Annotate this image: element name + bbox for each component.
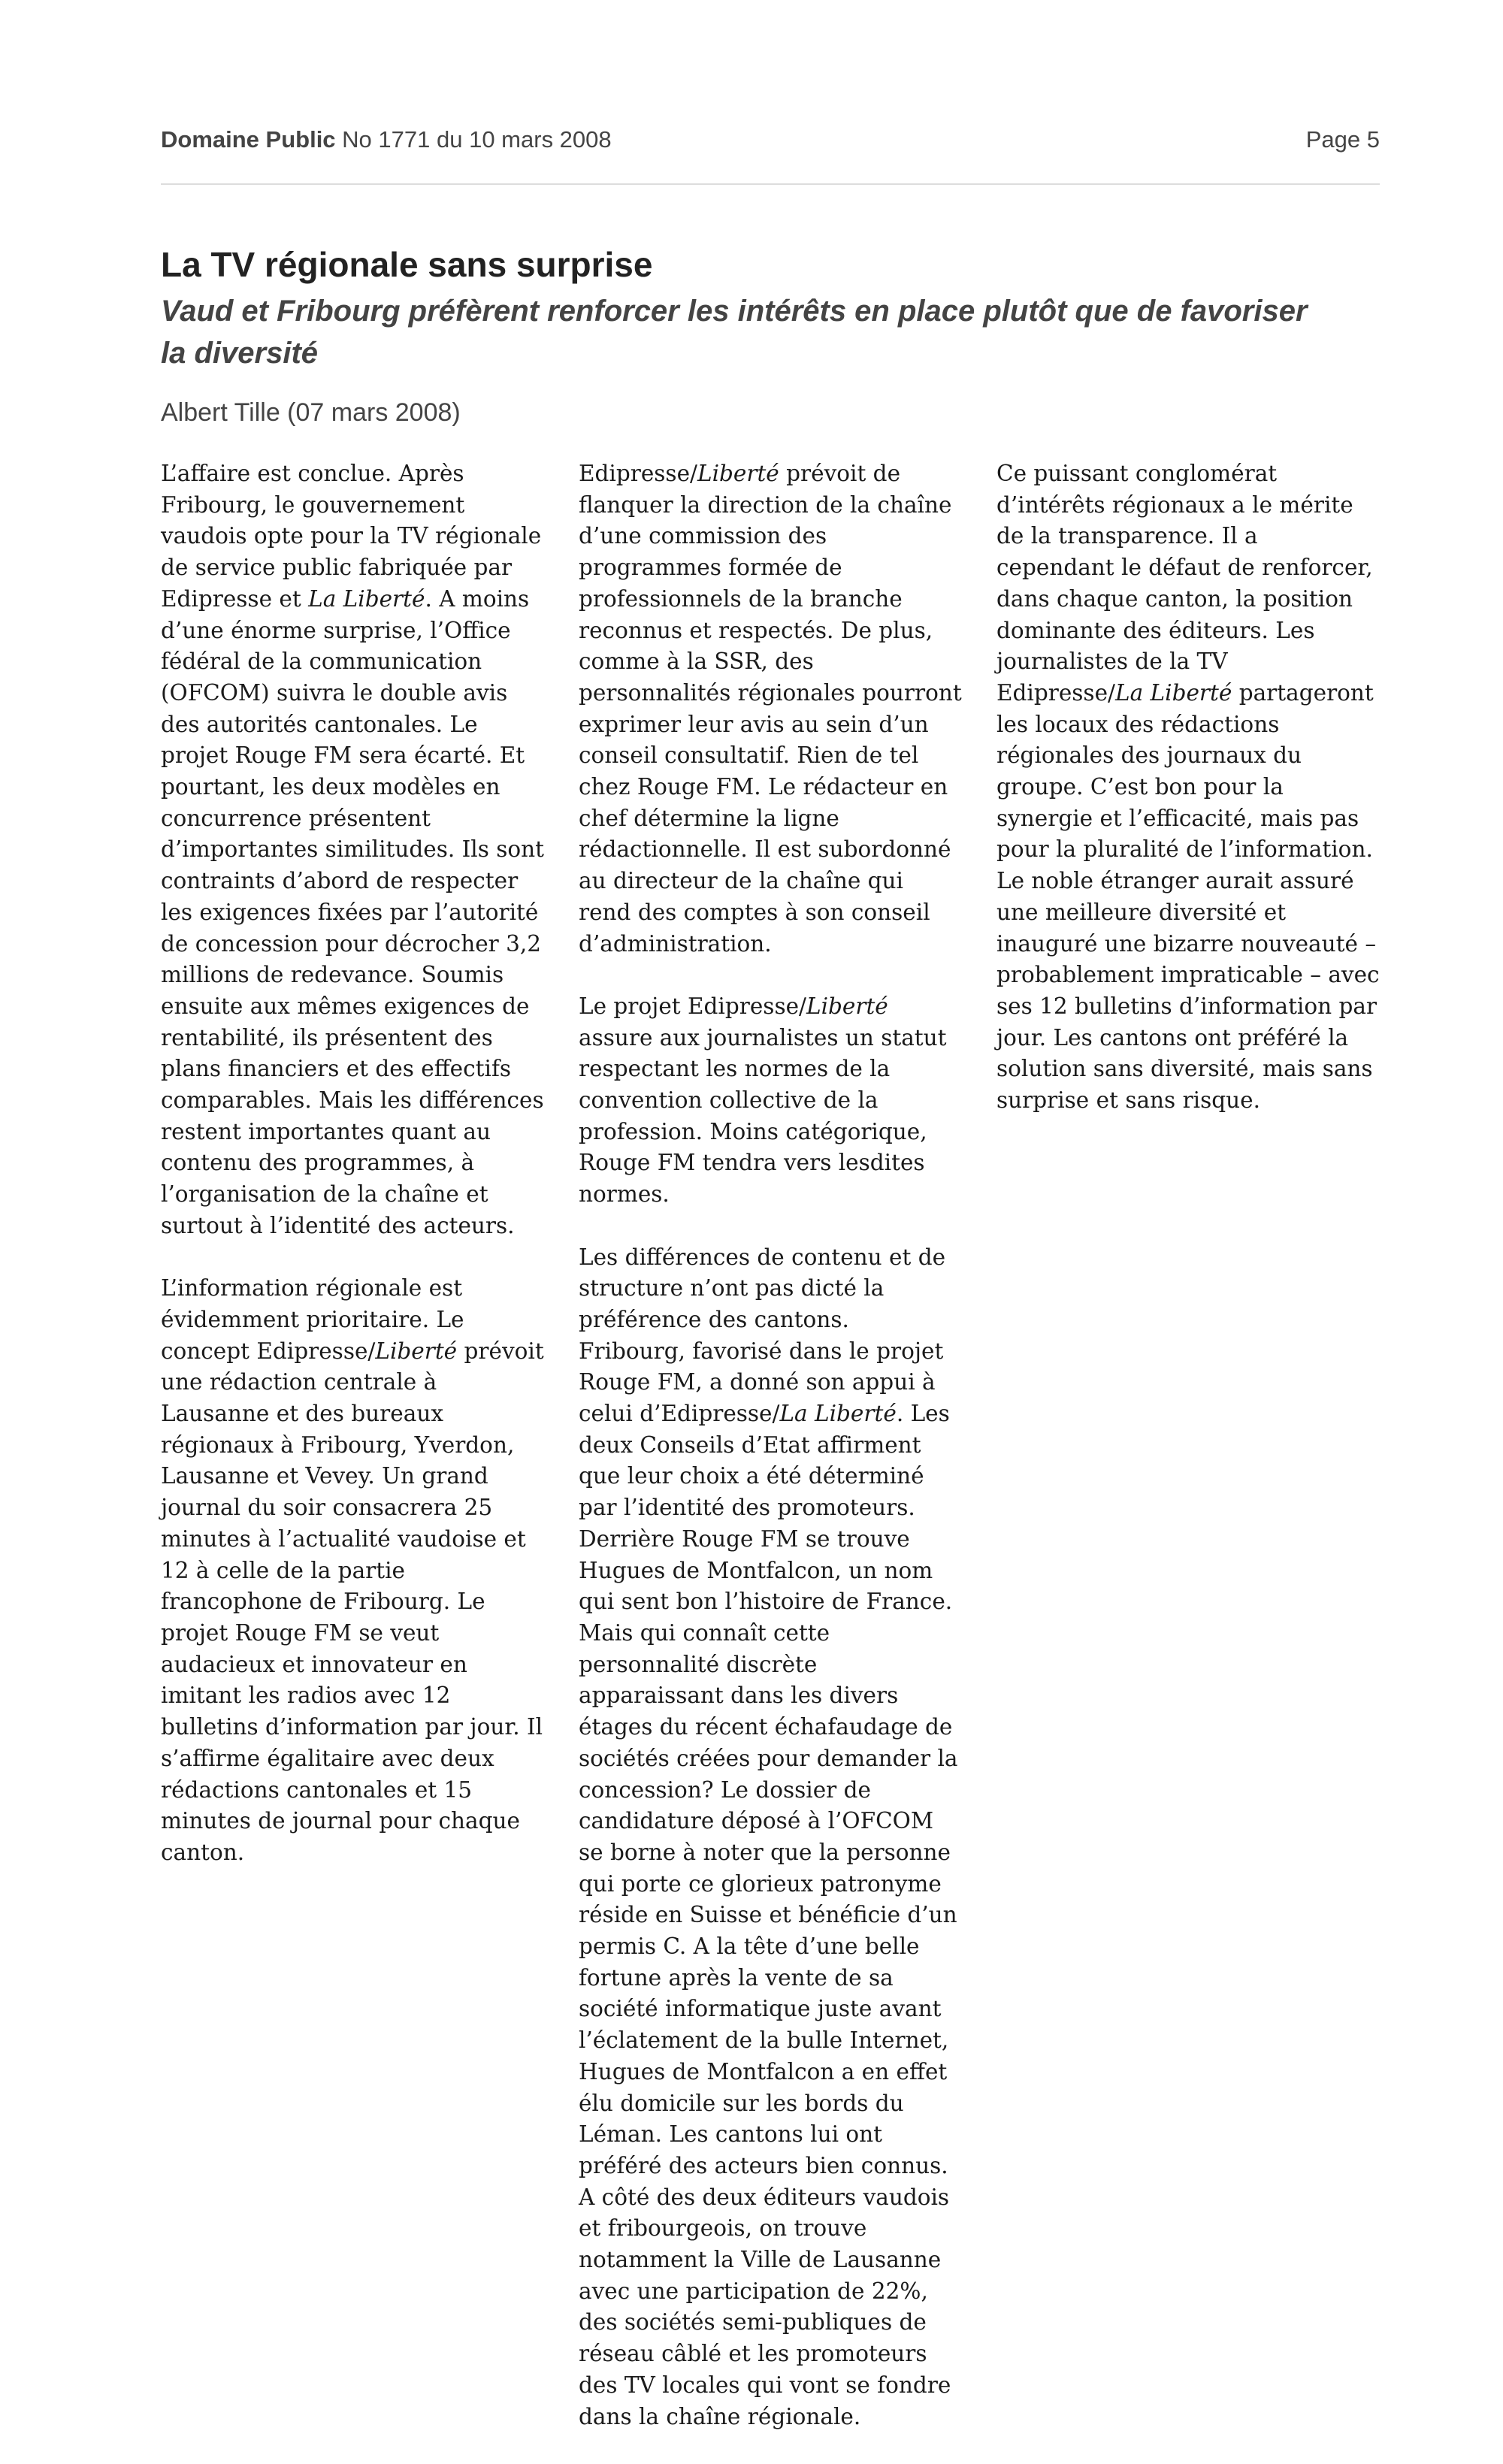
header-divider xyxy=(161,183,1380,185)
paragraph-5: Les différences de contenu et de structure n’ont pas dicté la préférence des cantons. Fribourg, favorisé dans le projet Rouge FM, a donné son appui à celui d’Edipresse/La Liberté. Les deux Conseils d’Etat affirment que leur choix a été déterminé par l’identité des promoteurs. Derrière Rouge FM se trouve Hugues de Montfalcon, un nom qui sent bon l’histoire de France. Mais qui connaît cette personnalité discrète apparaissant dans les divers étages du récent échafaudage de sociétés créées pour demander la concession? Le dossier de candidature déposé à l’OFCOM se borne à noter que la personne qui porte ce glorieux patronyme réside en Suisse et bénéficie d’un permis C. A la tête d’une belle fortune après la vente de sa société informatique juste avant l’éclatement de la bulle Internet, Hugues de Montfalcon a en effet élu domicile sur les bords du Léman. Les cantons lui ont préféré des acteurs bien connus. A côté des deux éditeurs vaudois et fribourgeois, on trouve notamment la Ville de Lausanne avec une participation de 22%, des sociétés semi-publiques de réseau câblé et les promoteurs des TV locales qui vont se fondre dans la chaîne régionale. xyxy=(579,1244,958,2429)
article-column-2 xyxy=(579,458,962,2464)
issue-info: No 1771 du 10 mars 2008 xyxy=(342,126,612,153)
publication-name: Domaine Public xyxy=(161,126,336,153)
page-header xyxy=(161,126,1380,156)
paragraph-4: Le projet Edipresse/Liberté assure aux journalistes un statut respectant les normes de la convention collective de la profession. Moins catégorique, Rouge FM tendra vers lesdites normes. xyxy=(579,993,947,1208)
article-subtitle: Vaud et Fribourg préfèrent renforcer les intérêts en place plutôt que de favoriser la diversité xyxy=(161,295,1308,370)
page-number: Page 5 xyxy=(1305,126,1380,153)
article-author: Albert Tille (07 mars 2008) xyxy=(161,398,461,427)
article-title: La TV régionale sans surprise xyxy=(161,245,653,284)
paragraph-2: L’information régionale est évidemment prioritaire. Le concept Edipresse/Liberté prévoit une rédaction centrale à Lausanne et des bureaux régionaux à Fribourg, Yverdon, Lausanne et Vevey. Un grand journal du soir consacrera 25 minutes à l’actualité vaudoise et 12 à celle de la partie francophone de Fribourg. Le projet Rouge FM se veut audacieux et innovateur en imitant les radios avec 12 bulletins d’information par jour. Il s’affirme égalitaire avec deux rédactions cantonales et 15 minutes de journal pour chaque canton. xyxy=(161,1275,544,1865)
article-column-3 xyxy=(996,458,1380,1147)
article-column-1 xyxy=(161,458,544,1900)
paragraph-6: Ce puissant conglomérat d’intérêts régionaux a le mérite de la transparence. Il a cependant le défaut de renforcer, dans chaque canton, la position dominante des éditeurs. Les journalistes de la TV Edipresse/La Liberté partageront les locaux des rédactions régionales des journaux du groupe. C’est bon pour la synergie et l’efficacité, mais pas pour la pluralité de l’information. Le noble étranger aurait assuré une meilleure diversité et inauguré une bizarre nouveauté – probablement impraticable – avec ses 12 bulletins d’information par jour. Les cantons ont préféré la solution sans diversité, mais sans surprise et sans risque. xyxy=(996,461,1380,1114)
paragraph-3: Edipresse/Liberté prévoit de flanquer la direction de la chaîne d’une commission des programmes formée de professionnels de la branche reconnus et respectés. De plus, comme à la SSR, des personnalités régionales pourront exprimer leur avis au sein d’un conseil consultatif. Rien de tel chez Rouge FM. Le rédacteur en chef détermine la ligne rédactionnelle. Il est subordonné au directeur de la chaîne qui rend des comptes à son conseil d’administration. xyxy=(579,461,962,957)
paragraph-1: L’affaire est conclue. Après Fribourg, le gouvernement vaudois opte pour la TV régionale de service public fabriquée par Edipresse et La Liberté. A moins d’une énorme surprise, l’Office fédéral de la communication (OFCOM) suivra le double avis des autorités cantonales. Le projet Rouge FM sera écarté. Et pourtant, les deux modèles en concurrence présentent d’importantes similitudes. Ils sont contraints d’abord de respecter les exigences fixées par l’autorité de concession pour décrocher 3,2 millions de redevance. Soumis ensuite aux mêmes exigences de rentabilité, ils présentent des plans financiers et des effectifs comparables. Mais les différences restent importantes quant au contenu des programmes, à l’organisation de la chaîne et surtout à l’identité des acteurs. xyxy=(161,461,544,1238)
